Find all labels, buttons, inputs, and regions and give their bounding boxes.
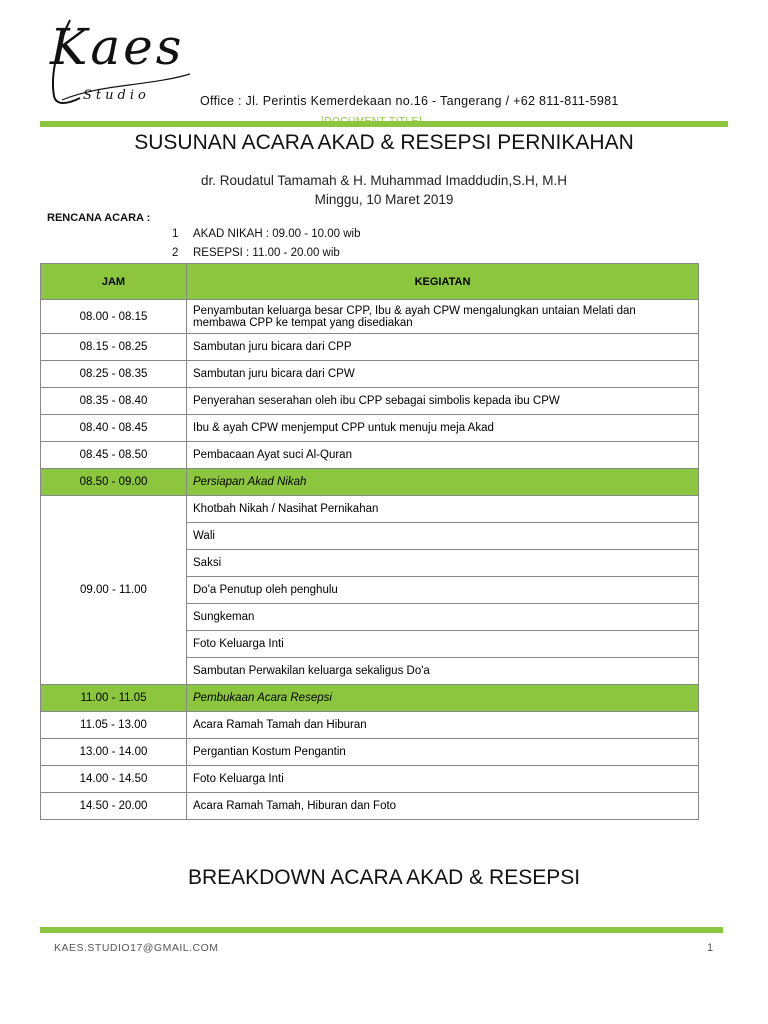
time-cell: 08.15 - 08.25 <box>41 334 187 361</box>
activity-cell: Wali <box>187 523 699 550</box>
breakdown-title: BREAKDOWN ACARA AKAD & RESEPSI <box>187 866 581 889</box>
time-cell: 14.50 - 20.00 <box>41 793 187 820</box>
activity-cell: Penyambutan keluarga besar CPP, Ibu & ayah CPW mengalungkan untaian Melati dan membawa CPP ke tempat yang disediakan <box>187 300 699 334</box>
table-row <box>41 766 699 793</box>
table-row <box>41 739 699 766</box>
table-row-highlight <box>41 685 699 712</box>
table-row <box>41 334 699 361</box>
page-number: 1 <box>707 942 714 954</box>
table-row-highlight <box>41 469 699 496</box>
header-jam: JAM <box>41 264 187 300</box>
activity-cell: Sambutan juru bicara dari CPW <box>187 361 699 388</box>
header-kegiatan: KEGIATAN <box>187 264 699 300</box>
couple-names: dr. Roudatul Tamamah & H. Muhammad Imaddudin,S.H, M.H <box>201 173 567 188</box>
time-cell: 08.25 - 08.35 <box>41 361 187 388</box>
plan-item-number: 1 <box>172 228 179 240</box>
schedule-table <box>40 263 699 820</box>
activity-cell: Pembacaan Ayat suci Al-Quran <box>187 442 699 469</box>
activity-cell: Acara Ramah Tamah, Hiburan dan Foto <box>187 793 699 820</box>
activity-cell: Acara Ramah Tamah dan Hiburan <box>187 712 699 739</box>
table-row <box>41 388 699 415</box>
plan-item-number: 2 <box>172 247 179 259</box>
activity-cell: Foto Keluarga Inti <box>187 631 699 658</box>
header-divider <box>40 121 728 127</box>
activity-cell: Sungkeman <box>187 604 699 631</box>
time-cell: 08.45 - 08.50 <box>41 442 187 469</box>
time-cell: 08.50 - 09.00 <box>41 469 187 496</box>
activity-cell: Sambutan juru bicara dari CPP <box>187 334 699 361</box>
activity-cell: Persiapan Akad Nikah <box>187 469 699 496</box>
plan-item <box>172 228 360 240</box>
time-cell: 08.00 - 08.15 <box>41 300 187 334</box>
time-cell: 14.00 - 14.50 <box>41 766 187 793</box>
time-cell: 08.35 - 08.40 <box>41 388 187 415</box>
table-row <box>41 415 699 442</box>
activity-cell: Pergantian Kostum Pengantin <box>187 739 699 766</box>
time-cell: 13.00 - 14.00 <box>41 739 187 766</box>
time-cell: 11.00 - 11.05 <box>41 685 187 712</box>
activity-cell: Foto Keluarga Inti <box>187 766 699 793</box>
table-row <box>41 793 699 820</box>
table-header-row <box>41 264 699 300</box>
event-date: Minggu, 10 Maret 2019 <box>314 192 454 207</box>
table-row <box>41 496 699 523</box>
activity-cell: Khotbah Nikah / Nasihat Pernikahan <box>187 496 699 523</box>
time-cell: 09.00 - 11.00 <box>41 496 187 685</box>
activity-cell: Do'a Penutup oleh penghulu <box>187 577 699 604</box>
activity-cell: Penyerahan seserahan oleh ibu CPP sebagai simbolis kepada ibu CPW <box>187 388 699 415</box>
plan-label: RENCANA ACARA : <box>47 212 151 224</box>
page-title: SUSUNAN ACARA AKAD & RESEPSI PERNIKAHAN <box>134 131 634 154</box>
table-row <box>41 712 699 739</box>
footer-divider <box>40 927 723 933</box>
activity-cell: Sambutan Perwakilan keluarga sekaligus Do'a <box>187 658 699 685</box>
activity-cell: Saksi <box>187 550 699 577</box>
time-cell: 08.40 - 08.45 <box>41 415 187 442</box>
activity-cell: Ibu & ayah CPW menjemput CPP untuk menuju meja Akad <box>187 415 699 442</box>
logo-text: Kaes <box>50 18 185 76</box>
plan-item-text: AKAD NIKAH : 09.00 - 10.00 wib <box>193 228 361 240</box>
footer-email: KAES.STUDIO17@GMAIL.COM <box>54 942 219 954</box>
logo-subtext: Studio <box>83 88 150 103</box>
time-cell: 11.05 - 13.00 <box>41 712 187 739</box>
table-row <box>41 442 699 469</box>
table-row <box>41 300 699 334</box>
activity-cell: Pembukaan Acara Resepsi <box>187 685 699 712</box>
table-row <box>41 361 699 388</box>
plan-item-text: RESEPSI : 11.00 - 20.00 wib <box>193 247 340 259</box>
office-address: Office : Jl. Perintis Kemerdekaan no.16 - Tangerang / +62 811-811-5981 <box>200 94 619 108</box>
plan-item <box>172 247 340 259</box>
